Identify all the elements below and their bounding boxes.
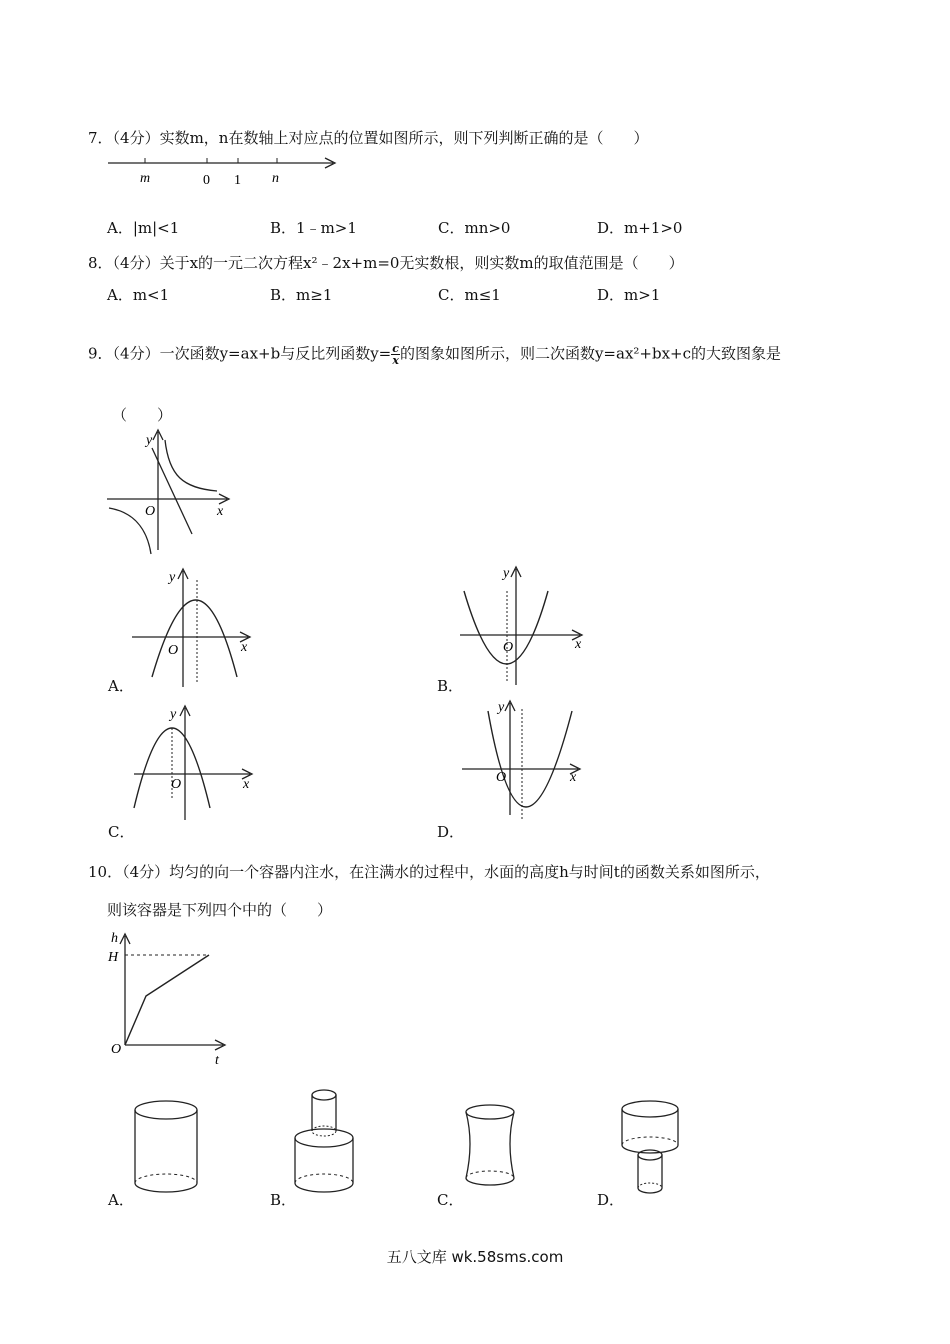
q9-option-a-graph bbox=[130, 565, 260, 690]
number-line-label-m: m bbox=[140, 171, 151, 186]
number-line-label-n: n bbox=[272, 171, 279, 186]
q9-c-origin: O bbox=[171, 777, 182, 792]
q10-option-b-label: B． bbox=[270, 1191, 297, 1209]
q10-container-c bbox=[460, 1100, 530, 1195]
q9-d-x-label: x bbox=[570, 770, 577, 785]
q8-option-c: C．m≤1 bbox=[438, 286, 501, 304]
q8-option-b: B．m≥1 bbox=[270, 286, 333, 304]
q7-option-a: A．|m|<1 bbox=[107, 219, 180, 237]
q7-option-d: D．m+1>0 bbox=[597, 219, 683, 237]
q10-option-c-label: C． bbox=[437, 1191, 464, 1209]
q7-option-c: C．mn>0 bbox=[438, 219, 511, 237]
q9-fraction bbox=[391, 343, 400, 366]
q9-a-origin: O bbox=[168, 643, 179, 658]
q10-level-label: H bbox=[108, 950, 119, 965]
number-line bbox=[105, 150, 345, 190]
q9-stem bbox=[88, 343, 781, 366]
q9-b-origin: O bbox=[503, 640, 514, 655]
q10-container-a bbox=[130, 1093, 205, 1198]
q9-fraction-denominator: x bbox=[392, 354, 399, 367]
q9-c-x-label: x bbox=[243, 777, 250, 792]
q9-given-y-label: y bbox=[146, 433, 153, 448]
q7-stem: 7．（4分）实数m，n在数轴上对应点的位置如图所示，则下列判断正确的是（ ） bbox=[88, 129, 649, 147]
q10-container-d bbox=[618, 1095, 688, 1200]
footer-watermark: 五八文库 wk.58sms.com bbox=[386, 1248, 564, 1266]
q10-origin: O bbox=[111, 1042, 122, 1057]
q9-a-x-label: x bbox=[241, 640, 248, 655]
q8-option-a: A．m<1 bbox=[107, 286, 170, 304]
q9-option-a-label: A． bbox=[108, 677, 134, 695]
q9-stem-part-2: 的图象如图所示，则二次函数y=ax²+bx+c的大致图象是 bbox=[399, 344, 782, 363]
q8-option-d: D．m>1 bbox=[597, 286, 661, 304]
q9-c-y-label: y bbox=[170, 707, 177, 722]
q9-a-y-label: y bbox=[169, 570, 176, 585]
q9-b-x-label: x bbox=[575, 637, 582, 652]
q8-stem: 8．（4分）关于x的一元二次方程x²﹣2x+m=0无实数根，则实数m的取值范围是（ ） bbox=[88, 254, 684, 272]
q9-d-origin: O bbox=[496, 770, 507, 785]
q10-stem-line-1: 10．（4分）均匀的向一个容器内注水，在注满水的过程中，水面的高度h与时间t的函数关系如图所示， bbox=[88, 863, 770, 881]
q9-given-origin: O bbox=[145, 504, 156, 519]
q9-b-y-label: y bbox=[503, 566, 510, 581]
q9-d-y-label: y bbox=[498, 700, 505, 715]
q10-t-label: t bbox=[215, 1053, 219, 1068]
q10-h-label: h bbox=[111, 931, 118, 946]
q9-fraction-numerator: c bbox=[392, 342, 399, 355]
q9-option-d-label: D． bbox=[437, 823, 465, 841]
q10-stem-line-2: 则该容器是下列四个中的（ ） bbox=[107, 901, 333, 919]
q9-option-b-label: B． bbox=[437, 677, 464, 695]
q9-given-graph bbox=[105, 428, 235, 558]
q7-option-b: B．1﹣m>1 bbox=[270, 219, 357, 237]
q9-stem-part-1: 9．（4分）一次函数y=ax+b与反比列函数y= bbox=[88, 344, 392, 363]
q9-given-x-label: x bbox=[217, 504, 224, 519]
q10-container-b bbox=[292, 1083, 367, 1198]
number-line-label-1: 1 bbox=[234, 173, 241, 188]
number-line-label-0: 0 bbox=[203, 173, 210, 188]
q10-option-d-label: D． bbox=[597, 1191, 625, 1209]
q9-option-d-graph bbox=[460, 697, 590, 827]
q9-option-c-graph bbox=[132, 702, 262, 827]
q10-option-a-label: A． bbox=[108, 1191, 134, 1209]
q9-paren: （ ） bbox=[112, 406, 173, 424]
q10-h-t-graph bbox=[105, 928, 235, 1068]
q9-option-b-graph bbox=[458, 563, 593, 688]
q9-option-c-label: C． bbox=[108, 823, 135, 841]
